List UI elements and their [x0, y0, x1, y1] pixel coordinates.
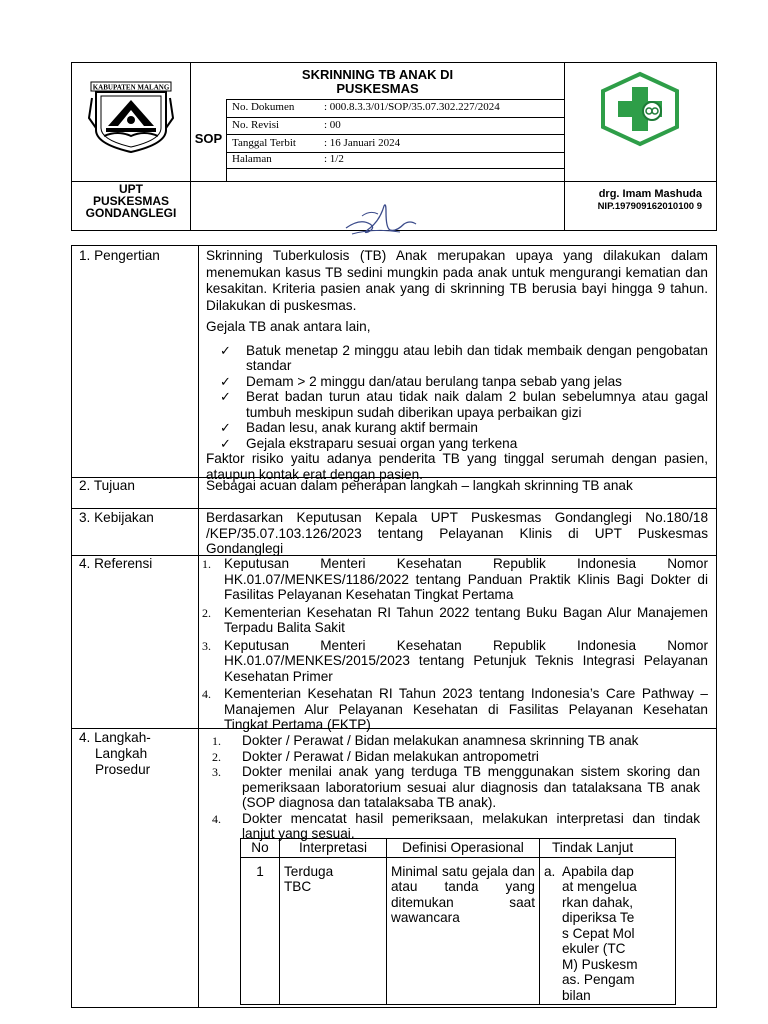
signature-icon	[340, 198, 420, 244]
kebijakan-content: Berdasarkan Keputusan Kepala UPT Puskesmas Gondanglegi No.180/18 /KEP/35.07.103.126/2023 tentang Pelayanan Klinis di UPT Puskesmas Gondanglegi	[206, 510, 708, 556]
signer-nip: NIP.197909162010100 9	[597, 201, 702, 212]
checkmark-icon: ✓	[220, 342, 231, 358]
signature	[340, 198, 420, 244]
list-item: 1. Keputusan Menteri Kesehatan Republik Indonesia Nomor HK.01.07/MENKES/1186/2022 tentang Panduan Praktik Klinis Bagi Dokter di Fasilitas Pelayanan Kesehatan Tingkat Pertama	[202, 556, 708, 602]
list-item: ✓ Demam > 2 minggu dan/atau berulang tanpa sebab yang jelas	[220, 373, 622, 389]
list-item: ✓ Badan lesu, anak kurang aktif bermain	[220, 420, 478, 435]
list-item: 3. Keputusan Menteri Kesehatan Republik Indonesia Nomor HK.01.07/MENKES/2015/2023 tentang Petunjuk Teknis Integrasi Pelayanan Kesehatan Primer	[202, 637, 708, 684]
checkmark-icon: ✓	[220, 420, 231, 435]
tujuan-content: Sebagai acuan dalam penerapan langkah – langkah skrinning TB anak	[206, 478, 633, 493]
col-header-definisi: Definisi Operasional	[387, 839, 540, 858]
meta-row-doc-number: No. Dokumen : 000.8.3.3/01/SOP/35.07.302.227/2024	[232, 101, 500, 113]
sop-label: SOP	[194, 131, 223, 146]
label-kebijakan: 3. Kebijakan	[79, 510, 154, 525]
list-item: ✓ Batuk menetap 2 minggu atau lebih dan tidak membaik dengan pengobatan standar	[220, 342, 708, 373]
meta-row-revision: No. Revisi : 00	[232, 119, 341, 131]
label-referensi: 4. Referensi	[79, 556, 153, 571]
list-item: 1. Dokter / Perawat / Bidan melakukan anamnesa skrinning TB anak	[212, 733, 639, 748]
list-item: 2. Kementerian Kesehatan RI Tahun 2022 tentang Buku Bagan Alur Manajemen Terpadu Balita Sakit	[202, 604, 708, 635]
list-item: ✓ Berat badan turun atau tidak naik dalam 2 bulan sebelumnya atau gagal tumbuh meskipun sudah diberikan upaya perbaikan gizi	[220, 389, 708, 420]
kabupaten-malang-logo	[88, 78, 174, 154]
cell-tindak: a. Apabila dapat mengeluarkan dahak, diperiksa Tes Cepat Molekuler (TCM) Puskesmas. Pengambilan	[540, 857, 676, 1005]
organization-name: UPT PUSKESMAS GONDANGLEGI	[85, 182, 177, 220]
pengertian-content	[206, 248, 708, 482]
signer-block	[565, 188, 702, 213]
pengertian-paragraph: Skrinning Tuberkulosis (TB) Anak merupakan upaya yang dilakukan dalam menemukan kasus TB sedini mungkin pada anak untuk mengurangi kematian dan kesakitan. Kriteria pasien anak yang di skrinning TB berusia bayi hingga 9 tahun. Dilakukan di puskesmas.	[206, 248, 708, 313]
checkmark-icon: ✓	[220, 435, 231, 451]
puskesmas-cross-icon	[598, 71, 682, 147]
list-item: 4. Kementerian Kesehatan RI Tahun 2023 tentang Indonesia’s Care Pathway – Manajemen Alur Pelayanan Kesehatan di Fasilitas Pelayanan Kesehatan Tingkat Pertama (FKTP)	[202, 686, 708, 732]
cell-no: 1	[241, 857, 280, 1005]
symptom-list	[220, 343, 708, 452]
list-item: ✓ Gejala ekstraparu sesuai organ yang terkena	[220, 435, 518, 451]
table-header-row	[241, 839, 676, 858]
faktor-risiko: Faktor risiko yaitu adanya penderita TB yang tinggal serumah dengan pasien, ataupun kontak erat dengan pasien.	[206, 451, 708, 482]
interpretation-table	[240, 838, 676, 1005]
col-header-tindak: Tindak Lanjut	[540, 839, 676, 858]
list-item: 3. Dokter menilai anak yang terduga TB menggunakan sistem skoring dan pemeriksaan laboratorium sesuai alur diagnosis dan tatalaksana TB anak (SOP diagnosa dan tatalaksaba TB anak).	[212, 764, 700, 810]
cell-interpretasi: Terduga TBC	[280, 857, 387, 1005]
puskesmas-logo	[598, 71, 682, 147]
referensi-list	[202, 556, 708, 735]
checkmark-icon: ✓	[220, 373, 231, 389]
document-title: SKRINNING TB ANAK DI PUSKESMAS	[301, 67, 454, 96]
meta-row-issue-date: Tanggal Terbit : 16 Januari 2024	[232, 137, 401, 149]
list-item: 2. Dokter / Perawat / Bidan melakukan antropometri	[212, 748, 539, 764]
list-item: 4. Dokter mencatat hasil pemeriksaan, melakukan interpretasi dan tindak lanjut yang sesuai.	[212, 810, 700, 841]
col-header-no: No	[241, 839, 280, 858]
crest-icon	[88, 78, 174, 154]
label-pengertian: 1. Pengertian	[79, 248, 160, 263]
cell-definisi: Minimal satu gejala dan atau tanda yang ditemukan saat wawancara	[387, 857, 540, 1005]
col-header-interpretasi: Interpretasi	[280, 839, 387, 858]
prosedur-steps	[212, 733, 700, 842]
meta-row-page: Halaman : 1/2	[232, 153, 344, 165]
label-prosedur: 4. Langkah- Langkah Prosedur	[79, 730, 151, 777]
gejala-intro: Gejala TB anak antara lain,	[206, 319, 371, 334]
signer-name: drg. Imam Mashuda	[598, 188, 702, 200]
checkmark-icon: ✓	[220, 389, 231, 404]
table-row	[241, 857, 676, 1005]
label-tujuan: 2. Tujuan	[79, 478, 135, 493]
svg-text:KABUPATEN MALANG: KABUPATEN MALANG	[92, 83, 170, 92]
